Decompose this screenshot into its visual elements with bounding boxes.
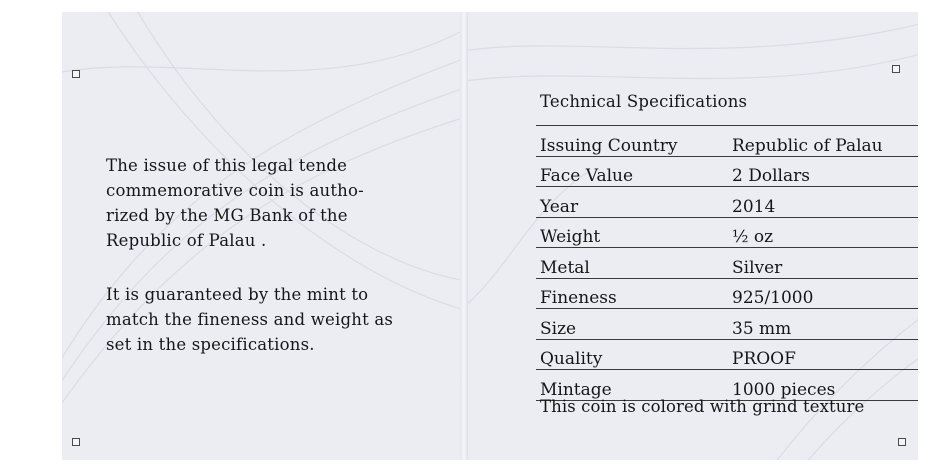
spec-value: ½ oz: [728, 217, 918, 248]
spec-value: 925/1000: [728, 278, 918, 309]
spec-label: Mintage: [536, 370, 728, 401]
center-fold: [460, 12, 468, 460]
spec-label: Issuing Country: [536, 126, 728, 157]
corner-mark: [72, 70, 80, 78]
spec-value: 1000 pieces: [728, 370, 918, 401]
spec-label: Year: [536, 187, 728, 218]
spec-value: 35 mm: [728, 309, 918, 340]
spec-label: Size: [536, 309, 728, 340]
coin-note: This coin is colored with grind texture: [540, 397, 865, 416]
guarantee-paragraph: It is guaranteed by the mint to match the fineness and weight as set in the specifications.: [106, 285, 394, 354]
corner-mark: [72, 438, 80, 446]
spec-label: Metal: [536, 248, 728, 279]
certificate-right-page: [468, 12, 918, 460]
spec-row: [536, 370, 918, 401]
corner-mark: [892, 65, 900, 73]
spec-row: [536, 217, 918, 248]
spec-row: [536, 187, 918, 218]
spec-value: Republic of Palau: [728, 126, 918, 157]
spec-row: [536, 339, 918, 370]
spec-row: [536, 278, 918, 309]
spec-value: 2014: [728, 187, 918, 218]
spec-value: 2 Dollars: [728, 156, 918, 187]
spec-label: Fineness: [536, 278, 728, 309]
spec-title: Technical Specifications: [540, 92, 748, 111]
spec-row: [536, 248, 918, 279]
spec-row: [536, 156, 918, 187]
spec-value: Silver: [728, 248, 918, 279]
spec-row: [536, 126, 918, 157]
spec-label: Weight: [536, 217, 728, 248]
spec-table: [536, 125, 918, 401]
corner-mark: [898, 438, 906, 446]
certificate-left-page: [62, 12, 460, 460]
authorization-paragraph: The issue of this legal tende commemorative coin is autho-rized by the MG Bank of the Republic of Palau .: [106, 156, 364, 250]
spec-label: Face Value: [536, 156, 728, 187]
spec-row: [536, 309, 918, 340]
spec-value: PROOF: [728, 339, 918, 370]
spec-label: Quality: [536, 339, 728, 370]
